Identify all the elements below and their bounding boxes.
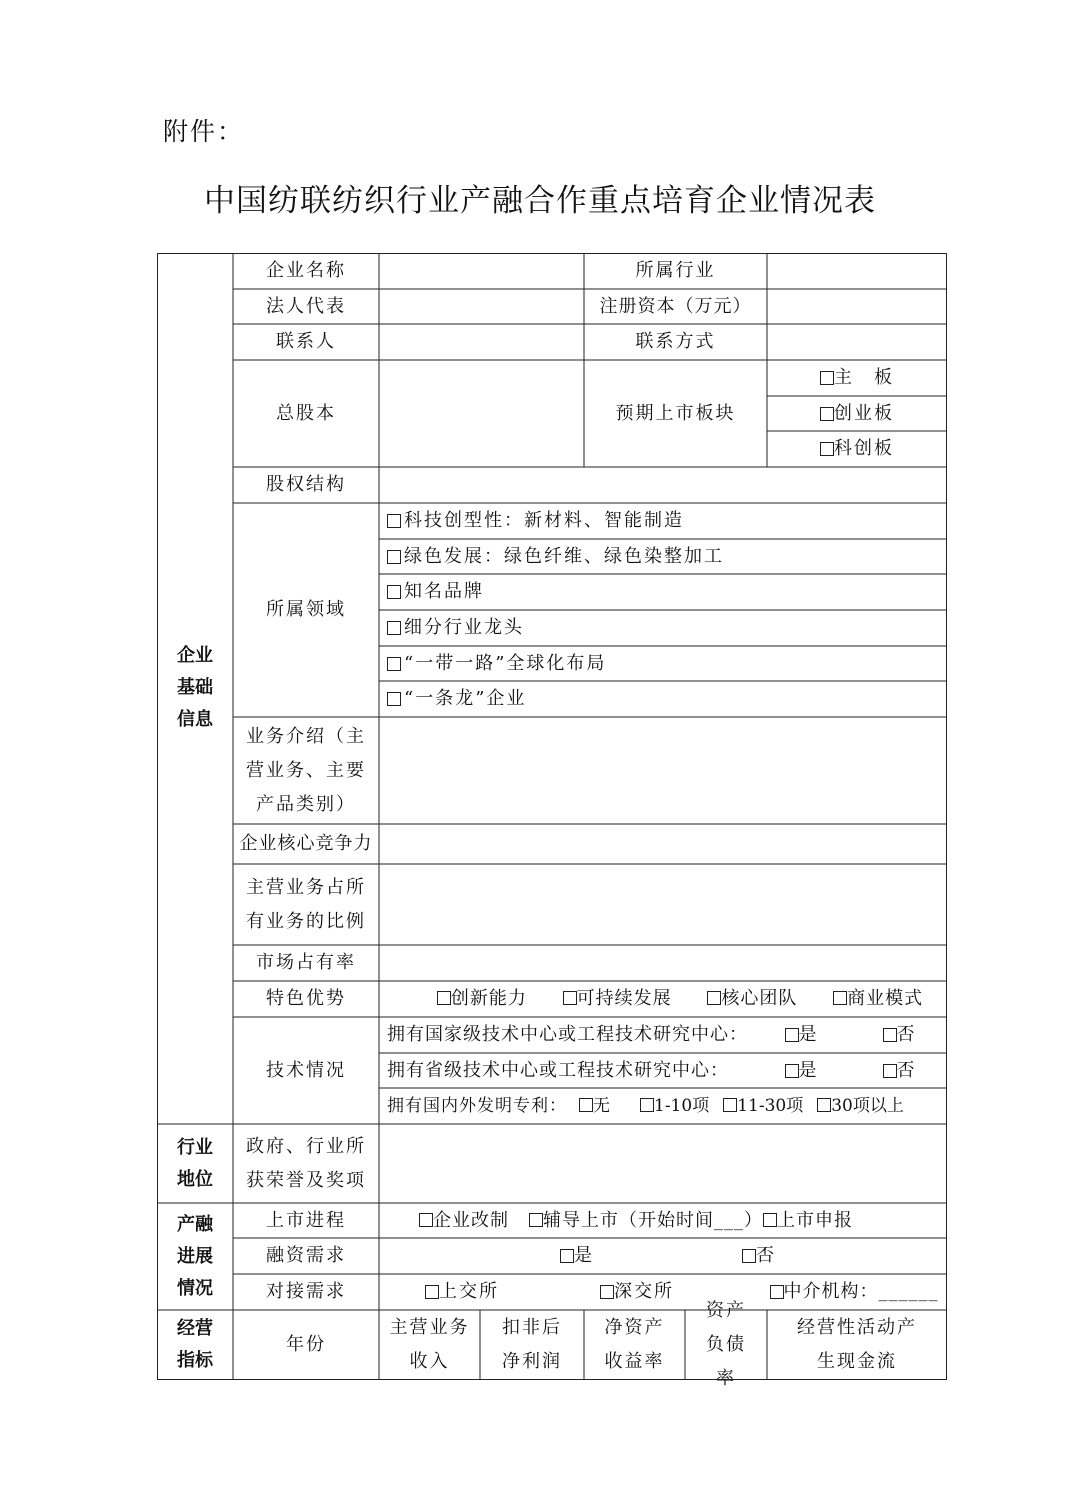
col-net-profit: 扣非后净利润 (502, 1317, 562, 1372)
financing-need-yes[interactable]: 是 (537, 1238, 617, 1274)
label-listing-progress: 上市进程 (266, 1209, 346, 1231)
features-options (379, 981, 947, 1017)
feature-option-innovation[interactable]: 创新能力 (437, 982, 527, 1016)
checkbox-icon (560, 1249, 574, 1263)
checkbox-icon (579, 1098, 593, 1112)
label-listing-board: 预期上市板块 (615, 402, 736, 424)
checkbox-icon (387, 550, 401, 564)
patent-option-1-10[interactable]: 1-10项 (640, 1089, 709, 1123)
checkbox-icon (785, 1028, 799, 1042)
col-year: 年份 (286, 1334, 326, 1355)
tech-province-yes[interactable]: 是 (769, 1053, 834, 1088)
checkbox-icon (387, 514, 401, 528)
domain-option-green[interactable]: 绿色发展：绿色纤维、绿色染整加工 (379, 539, 947, 574)
patent-option-none[interactable]: 无 (579, 1089, 610, 1123)
info-table (157, 253, 947, 1389)
tech-national-yes[interactable]: 是 (769, 1017, 834, 1053)
progress-options (379, 1203, 947, 1238)
feature-option-core-team[interactable]: 核心团队 (707, 982, 797, 1016)
checkbox-icon (833, 991, 847, 1005)
label-total-shares: 总股本 (276, 402, 336, 424)
domain-option-belt-road[interactable]: “一带一路”全球化布局 (379, 646, 947, 681)
checkbox-icon (707, 991, 721, 1005)
checkbox-icon (419, 1213, 433, 1227)
label-core-competence: 企业核心竞争力 (239, 833, 373, 854)
checkbox-icon (387, 657, 401, 671)
checkbox-icon (723, 1098, 737, 1112)
label-honors: 政府、行业所获荣誉及奖项 (246, 1135, 366, 1191)
checkbox-icon (600, 1285, 614, 1299)
label-main-business-ratio: 主营业务占所有业务的比例 (246, 876, 366, 932)
progress-option-tutoring[interactable]: 辅导上市（开始时间___） (529, 1204, 763, 1238)
patent-row (379, 1088, 947, 1124)
progress-option-filing[interactable]: 上市申报 (763, 1204, 853, 1238)
dock-option-intermediary[interactable]: 中介机构：______ (765, 1274, 943, 1310)
board-option-star[interactable]: 科创板 (767, 431, 947, 467)
checkbox-icon (770, 1285, 784, 1299)
checkbox-icon (763, 1213, 777, 1227)
tech-national-no[interactable]: 否 (867, 1017, 932, 1053)
col-debt-ratio: 资产负债率 (706, 1300, 746, 1389)
checkbox-icon (640, 1098, 654, 1112)
patent-option-30-plus[interactable]: 30项以上 (817, 1089, 904, 1123)
board-option-main[interactable]: 主 板 (767, 360, 947, 396)
label-contact-method: 联系方式 (635, 331, 716, 352)
checkbox-icon (425, 1285, 439, 1299)
feature-option-sustainable[interactable]: 可持续发展 (563, 982, 672, 1016)
checkbox-icon (437, 991, 451, 1005)
label-domain: 所属领域 (266, 599, 346, 620)
domain-option-tech[interactable]: 科技创型性：新材料、智能制造 (379, 503, 947, 539)
checkbox-icon (820, 371, 834, 385)
checkbox-icon (785, 1064, 799, 1078)
label-equity: 股权结构 (266, 474, 346, 495)
label-company-name: 企业名称 (266, 260, 346, 281)
col-roe: 净资产收益率 (604, 1317, 665, 1372)
section-basic-info: 企业基础信息 (177, 645, 213, 730)
checkbox-icon (883, 1064, 897, 1078)
label-business-intro: 业务介绍（主营业务、主要产品类别） (246, 725, 366, 815)
checkbox-icon (529, 1213, 543, 1227)
label-legal-rep: 法人代表 (266, 295, 346, 317)
board-option-gem[interactable]: 创业板 (767, 396, 947, 431)
checkbox-icon (387, 585, 401, 599)
label-docking-need: 对接需求 (266, 1281, 346, 1302)
dock-option-sse[interactable]: 上交所 (407, 1274, 517, 1310)
feature-option-business-model[interactable]: 商业模式 (833, 982, 923, 1016)
checkbox-icon (820, 407, 834, 421)
label-contact: 联系人 (276, 331, 336, 352)
tech-national-label: 拥有国家级技术中心或工程技术研究中心： (387, 1024, 748, 1045)
checkbox-icon (387, 692, 401, 706)
domain-option-leader[interactable]: 细分行业龙头 (379, 610, 947, 646)
checkbox-icon (387, 621, 401, 635)
section-industry-position: 行业地位 (177, 1136, 213, 1190)
label-industry: 所属行业 (635, 260, 716, 281)
page-title: 中国纺联纺织行业产融合作重点培育企业情况表 (204, 183, 876, 219)
col-main-revenue: 主营业务收入 (389, 1317, 470, 1372)
col-operating-cashflow: 经营性活动产生现金流 (797, 1317, 917, 1372)
checkbox-icon (817, 1098, 831, 1112)
patent-label: 拥有国内外发明专利： (387, 1096, 567, 1116)
dock-option-szse[interactable]: 深交所 (582, 1274, 692, 1310)
domain-option-brand[interactable]: 知名品牌 (379, 574, 947, 610)
checkbox-icon (742, 1249, 756, 1263)
checkbox-icon (563, 991, 577, 1005)
domain-option-one-dragon[interactable]: “一条龙”企业 (379, 681, 947, 717)
tech-province-no[interactable]: 否 (867, 1053, 932, 1088)
checkbox-icon (883, 1028, 897, 1042)
label-market-share: 市场占有率 (256, 952, 356, 973)
label-reg-capital: 注册资本（万元） (599, 295, 752, 317)
progress-option-restructure[interactable]: 企业改制 (419, 1204, 509, 1238)
tech-province-label: 拥有省级技术中心或工程技术研究中心： (387, 1059, 729, 1081)
attachment-label: 附件： (163, 117, 245, 146)
patent-option-11-30[interactable]: 11-30项 (723, 1089, 803, 1123)
label-tech: 技术情况 (266, 1059, 346, 1081)
financing-need-no[interactable]: 否 (719, 1238, 799, 1274)
section-finance-progress: 产融进展情况 (177, 1213, 213, 1299)
label-financing-need: 融资需求 (266, 1245, 346, 1266)
checkbox-icon (820, 442, 834, 456)
section-operation-metrics: 经营指标 (177, 1318, 213, 1371)
label-features: 特色优势 (266, 988, 346, 1009)
